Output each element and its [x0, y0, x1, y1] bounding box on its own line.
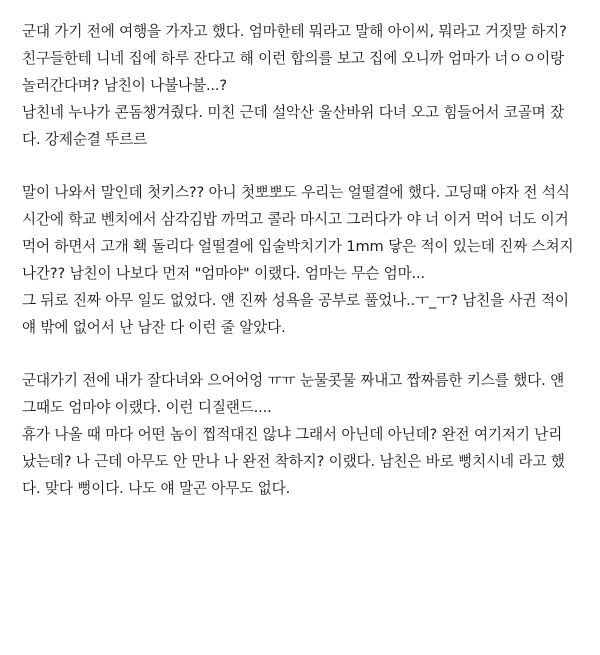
paragraph: 그 뒤로 진짜 아무 일도 없었다. 얜 진짜 성욕을 공부로 풀었나..ㅜ_ㅜ? 남친을 사귄 적이 얘 밖에 없어서 난 남잔 다 이런 줄 알았다. — [22, 292, 574, 336]
paragraph: 남친네 누나가 콘돔챙겨줬다. 미친 근데 설악산 울산바위 다녀 오고 힘들어서 코골며 잤다. 강제순결 뚜르르 — [22, 104, 565, 148]
paragraph: 휴가 나올 때 마다 어떤 놈이 찝적대진 않냐 그래서 아닌데 아닌데? 완전 여기저기 난리 났는데? 나 근데 아무도 안 만나 나 완전 착하지? 이랬다. 남친은 바로 뻥치시네 라고 했다. 맞다 뻥이다. 나도 얘 말곤 아무도 없다. — [22, 426, 567, 497]
text-block-2 — [22, 179, 578, 341]
text-block-3 — [22, 367, 578, 502]
paragraph: 군대 가기 전에 여행을 가자고 했다. 엄마한테 뭐라고 말해 아이씨, 뭐라고 거짓말 하지? 친구들한테 니네 집에 하루 잔다고 해 이런 합의를 보고 집에 오니까 엄마가 너ㅇㅇ이랑 놀러간다며? 남친이 나불나불...? — [22, 23, 572, 94]
text-block-1 — [22, 18, 578, 153]
paragraph: 군대가기 전에 내가 잘다녀와 으어어엉 ㅠㅠ 눈물콧물 짜내고 짭짜름한 키스를 했다. 얜 그때도 엄마야 이랬다. 이런 디질랜드.... — [22, 372, 569, 416]
paragraph: 말이 나와서 말인데 첫키스?? 아니 첫뽀뽀도 우리는 얼떨결에 했다. 고딩때 야자 전 석식시간에 학교 벤치에서 삼각김밥 까먹고 콜라 마시고 그러다가 야 너 이거 먹어 너도 이거 먹어 하면서 고개 홱 돌리다 얼떨결에 입술박치기가 1mm 닿은 적이 있는데 진짜 스쳐지나간?? 남친이 나보다 먼저 "엄마야" 이랬다. 엄마는 무슨 엄마... — [22, 184, 574, 282]
